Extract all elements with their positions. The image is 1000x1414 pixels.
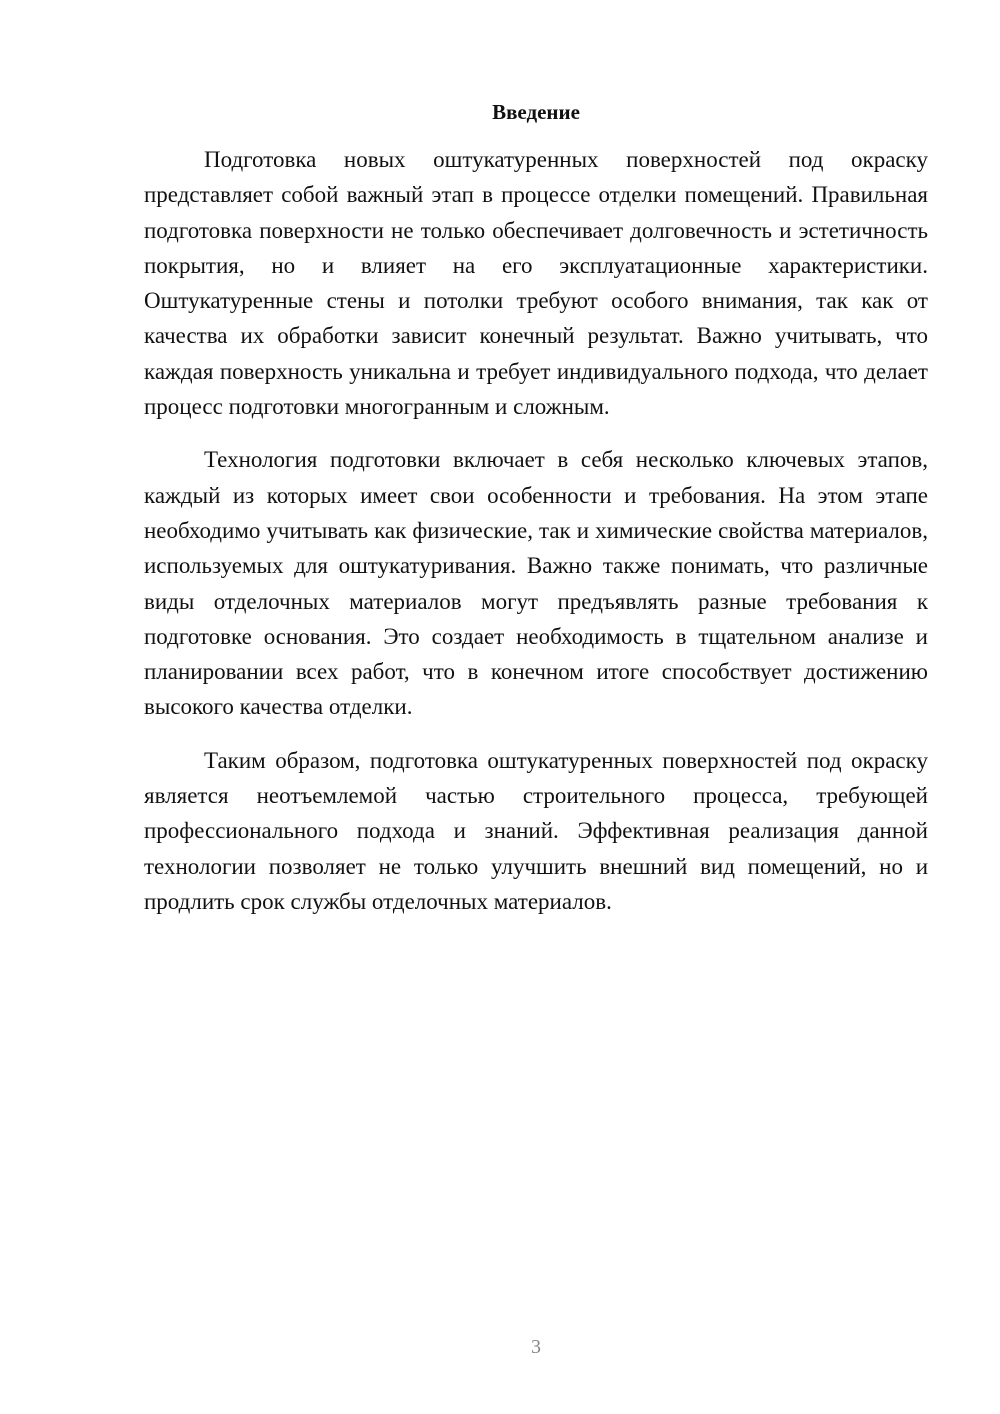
- body-text: [144, 142, 928, 919]
- page-number: 3: [531, 1336, 541, 1358]
- paragraph-1: Подготовка новых оштукатуренных поверхностей под окраску представляет собой важный этап в процессе отделки помещений. Правильная подготовка поверхности не только обеспечивает долговечность и эстетичность покрытия, но и влияет на его эксплуатационные характеристики. Оштукатуренные стены и потолки требуют особого внимания, так как от качества их обработки зависит конечный результат. Важно учитывать, что каждая поверхность уникальна и требует индивидуального подхода, что делает процесс подготовки многогранным и сложным.: [144, 147, 928, 420]
- paragraph-3: Таким образом, подготовка оштукатуренных поверхностей под окраску является неотъемлемой частью строительного процесса, требующей профессионального подхода и знаний. Эффективная реализация данной технологии позволяет не только улучшить внешний вид помещений, но и продлить срок службы отделочных материалов.: [144, 747, 928, 914]
- section-heading: Введение: [492, 100, 580, 124]
- paragraph-2: Технология подготовки включает в себя несколько ключевых этапов, каждый из которых имеет свои особенности и требования. На этом этапе необходимо учитывать как физические, так и химические свойства материалов, используемых для оштукатуривания. Важно также понимать, что различные виды отделочных материалов могут предъявлять разные требования к подготовке основания. Это создает необходимость в тщательном анализе и планировании всех работ, что в конечном итоге способствует достижению высокого качества отделки.: [144, 447, 928, 720]
